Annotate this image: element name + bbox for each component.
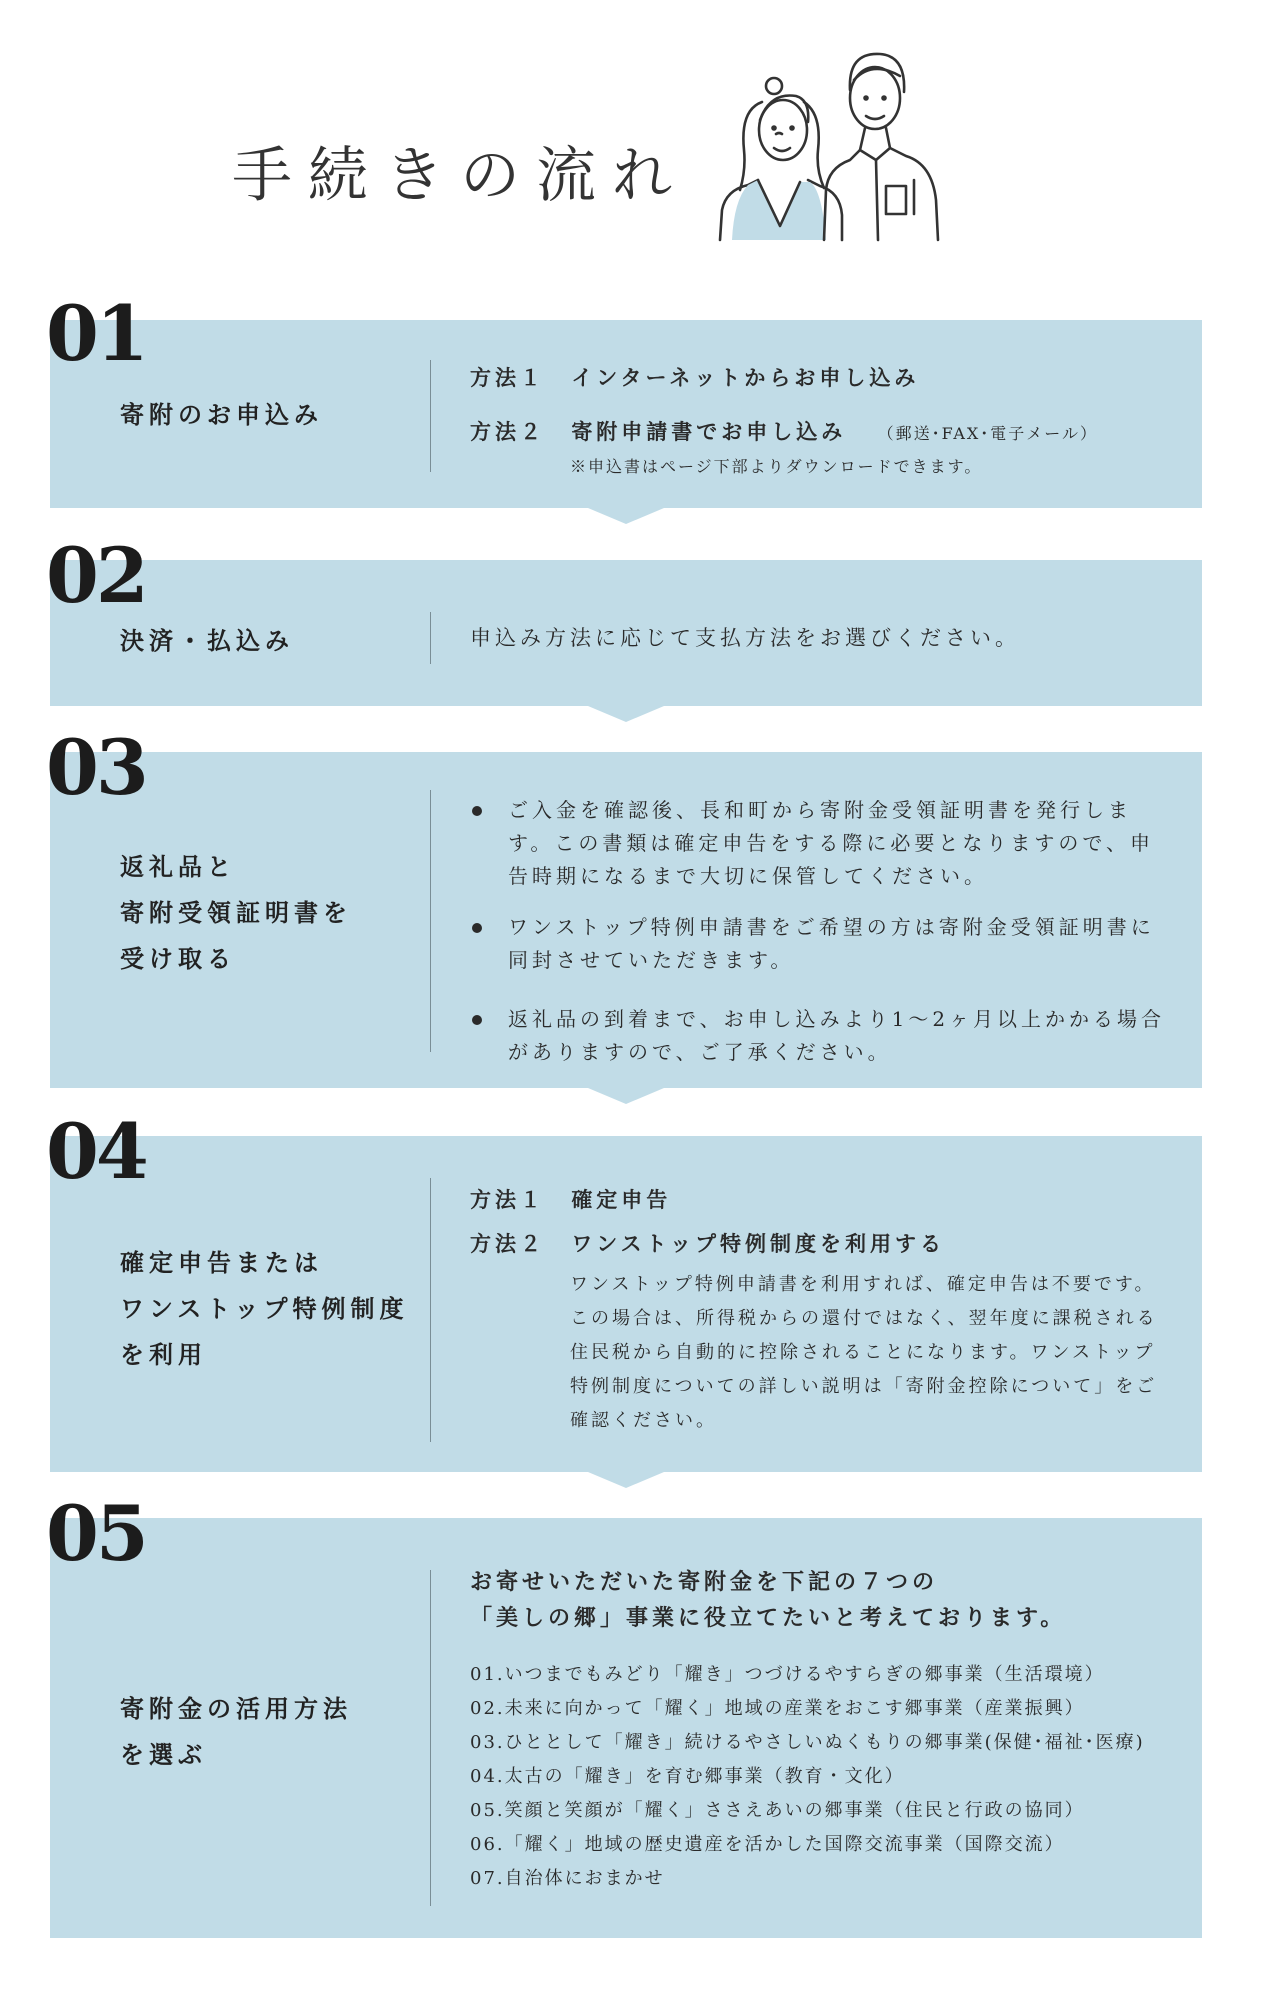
step-title-line: を選ぶ bbox=[120, 1740, 207, 1769]
step-content bbox=[470, 794, 1168, 1087]
step-title: 寄附のお申込み bbox=[120, 400, 323, 429]
list-item: 05.笑顔と笑顔が「耀く」ささえあいの郷事業（住民と行政の協同） bbox=[470, 1800, 1085, 1821]
method-label: 方法２ bbox=[470, 419, 545, 444]
step-number: 01 bbox=[46, 289, 146, 378]
step-title bbox=[120, 1240, 409, 1378]
list-item: 02.未来に向かって「耀く」地域の産業をおこす郷事業（産業振興） bbox=[470, 1698, 1085, 1719]
list-item: 03.ひととして「耀き」続けるやさしいぬくもりの郷事業(保健･福祉･医療) bbox=[470, 1732, 1145, 1753]
bullet-icon bbox=[472, 1015, 482, 1025]
step-title bbox=[120, 1686, 352, 1778]
step-04-panel bbox=[50, 1136, 1202, 1472]
step-03-panel bbox=[50, 752, 1202, 1088]
step-number: 03 bbox=[46, 723, 146, 812]
method-note: （郵送･FAX･電子メール） bbox=[877, 424, 1098, 443]
list-item: ご入金を確認後、長和町から寄附金受領証明書を発行します。この書類は確定申告をする際に必要となりますので、申告時期になるまで大切に保管してください。 bbox=[470, 794, 1168, 893]
method-text: 確定申告 bbox=[571, 1187, 672, 1212]
step-number: 05 bbox=[46, 1489, 146, 1578]
method-label: 方法１ bbox=[470, 365, 545, 390]
bullet-icon bbox=[472, 923, 482, 933]
step-title-line: 寄附金の活用方法 bbox=[120, 1694, 352, 1723]
method-text: 寄附申請書でお申し込み bbox=[571, 419, 847, 444]
step-title bbox=[120, 844, 352, 982]
step-02-panel bbox=[50, 560, 1202, 706]
step-title-line: を利用 bbox=[120, 1340, 207, 1369]
step-title-line: ワンストップ特例制度 bbox=[120, 1294, 409, 1323]
step-content bbox=[470, 1564, 1145, 1896]
page-title: 手続きの流れ bbox=[232, 141, 688, 211]
list-item: 04.太古の「耀き」を育む郷事業（教育・文化） bbox=[470, 1766, 905, 1787]
divider bbox=[430, 790, 431, 1052]
method-line bbox=[470, 1184, 1170, 1214]
step-number: 04 bbox=[46, 1107, 146, 1196]
bullet-list bbox=[470, 794, 1168, 1069]
method-line bbox=[470, 416, 1098, 446]
step-arrow bbox=[588, 1088, 664, 1104]
divider bbox=[430, 1178, 431, 1442]
step-title: 決済・払込み bbox=[120, 626, 294, 655]
list-item: 06.「耀く」地域の歴史遺産を活かした国際交流事業（国際交流） bbox=[470, 1834, 1065, 1855]
step-number: 02 bbox=[46, 531, 146, 620]
method-label: 方法１ bbox=[470, 1187, 545, 1212]
download-note: ※申込書はページ下部よりダウンロードできます。 bbox=[570, 457, 983, 476]
list-item: 01.いつまでもみどり「耀き」つづけるやすらぎの郷事業（生活環境） bbox=[470, 1664, 1105, 1685]
bullet-icon bbox=[472, 806, 482, 816]
step-content bbox=[470, 362, 1098, 477]
step-arrow bbox=[588, 706, 664, 722]
divider bbox=[430, 612, 431, 664]
step-01-panel bbox=[50, 320, 1202, 508]
step-arrow bbox=[588, 1472, 664, 1488]
divider bbox=[430, 1570, 431, 1906]
method-label: 方法２ bbox=[470, 1231, 545, 1256]
step-05-panel bbox=[50, 1518, 1202, 1938]
payment-text: 申込み方法に応じて支払方法をお選びください。 bbox=[470, 626, 1020, 650]
list-item: ワンストップ特例申請書をご希望の方は寄附金受領証明書に同封させていただきます。 bbox=[470, 911, 1168, 977]
list-item: 返礼品の到着まで、お申し込みより1〜2ヶ月以上かかる場合がありますので、ご了承ください。 bbox=[470, 1003, 1168, 1069]
step-title-line: 返礼品と bbox=[120, 852, 236, 881]
step-content bbox=[470, 1184, 1170, 1438]
step-title-line: 寄附受領証明書を bbox=[120, 898, 352, 927]
step-arrow bbox=[588, 508, 664, 524]
step-title-line: 受け取る bbox=[120, 944, 236, 973]
intro-text: お寄せいただいた寄附金を下記の７つの 「美しの郷」事業に役立てたいと考えております。 bbox=[470, 1569, 1067, 1631]
method-line bbox=[470, 1228, 1170, 1258]
method-text: ワンストップ特例制度を利用する bbox=[571, 1231, 946, 1256]
divider bbox=[430, 360, 431, 472]
uses-list bbox=[470, 1658, 1145, 1896]
couple-illustration-icon bbox=[700, 30, 960, 245]
step-title-line: 確定申告または bbox=[120, 1248, 323, 1277]
method-line bbox=[470, 362, 1098, 392]
onestop-description: ワンストップ特例申請書を利用すれば、確定申告は不要です。この場合は、所得税からの還付ではなく、翌年度に課税される住民税から自動的に控除されることになります。ワンストップ特例制度についての詳しい説明は「寄附金控除について」をご確認ください。 bbox=[570, 1274, 1158, 1431]
method-text: インターネットからお申し込み bbox=[571, 365, 920, 390]
list-item: 07.自治体におまかせ bbox=[470, 1868, 665, 1889]
step-content bbox=[470, 622, 1020, 652]
